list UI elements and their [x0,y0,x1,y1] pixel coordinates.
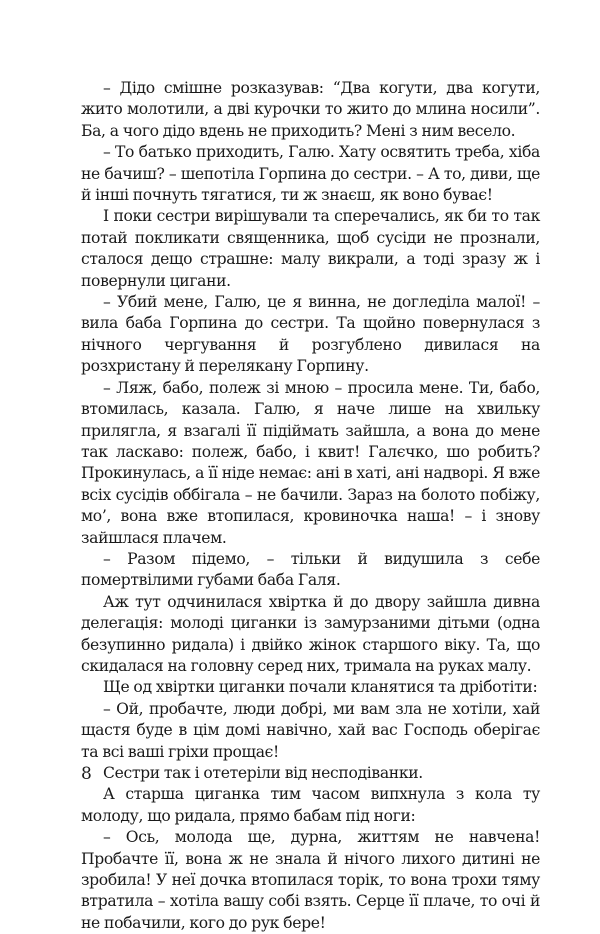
paragraph: – То батько приходить, Галю. Хату освятить треба, хіба не бачиш? – шепотіла Горпина до сестри. – А то, диви, ще й інші почнуть тягатися, ти ж знаєш, як воно буває! [81,143,540,205]
paragraph: – Ой, пробачте, люди добрі, ми вам зла не хотіли, хай щастя буде в цім домі навічно, хай вас Господь оберігає та всі ваші гріхи прощає! [81,699,540,761]
paragraph: І поки сестри вирішували та сперечались, як би то так потай покликати священника, щоб сусіди не прознали, сталося дещо страшне: малу викрали, а тоді зразу ж і повернули цигани. [81,207,540,290]
page-number: 8 [81,764,92,784]
paragraph: Сестри так і отетеріли від несподіванки. [103,764,423,782]
paragraph: – Дідо смішне розказував: “Два когути, два когути, жито молотили, а дві курочки то жито до млина носили”. Ба, а чого дідо вдень не приходить? Мені з ним весело. [81,79,540,140]
paragraph: – Разом підемо, – тільки й видушила з себе помертвілими губами баба Галя. [81,549,540,590]
page-body [81,78,540,934]
paragraph: – Убий мене, Галю, це я винна, не догледіла малої! – вила баба Горпина до сестри. Та щойно повернулася з нічного чергування й розгублено дивилася на розхристану й перелякану Горпину. [81,293,540,376]
paragraph: – Ось, молода ще, дурна, життям не навчена! Пробачте її, вона ж не знала й нічого лихого дитині не зробила! У неї дочка втопилася торік, то вона трохи тяму втратила – хотіла вашу собі взять. Серце її плаче, то очі й не побачили, кого до рук бере! [81,828,540,932]
paragraph: – Ляж, бабо, полеж зі мною – просила мене. Ти, бабо, втомилась, казала. Галю, я наче лише на хвильку прилягла, я взагалі її підіймать зайшла, а вона до мене так ласкаво: полеж, бабо, і квит! Галєчко, шо робить? Прокинулась, а її ніде немає: ані в хаті, ані надворі. Я вже всіх сусідів оббігала – не бачили. Зараз на болото побіжу, мо’, вона вже втопилася, кровиночка наша! – і знову зайшлася плачем. [81,378,540,547]
paragraph: Аж тут одчинилася хвіртка й до двору зайшла дивна делегація: молоді циганки із замурзаними дітьми (одна безупинно ридала) і двійко жінок старшого віку. Та, що скидалася на головну серед них, тримала на руках малу. [81,592,540,675]
paragraph: Ще од хвіртки циганки почали кланятися та дріботіти: [103,678,538,697]
paragraph: А старша циганка тим часом випхнула з кола ту молоду, що ридала, прямо бабам під ноги: [81,785,540,825]
